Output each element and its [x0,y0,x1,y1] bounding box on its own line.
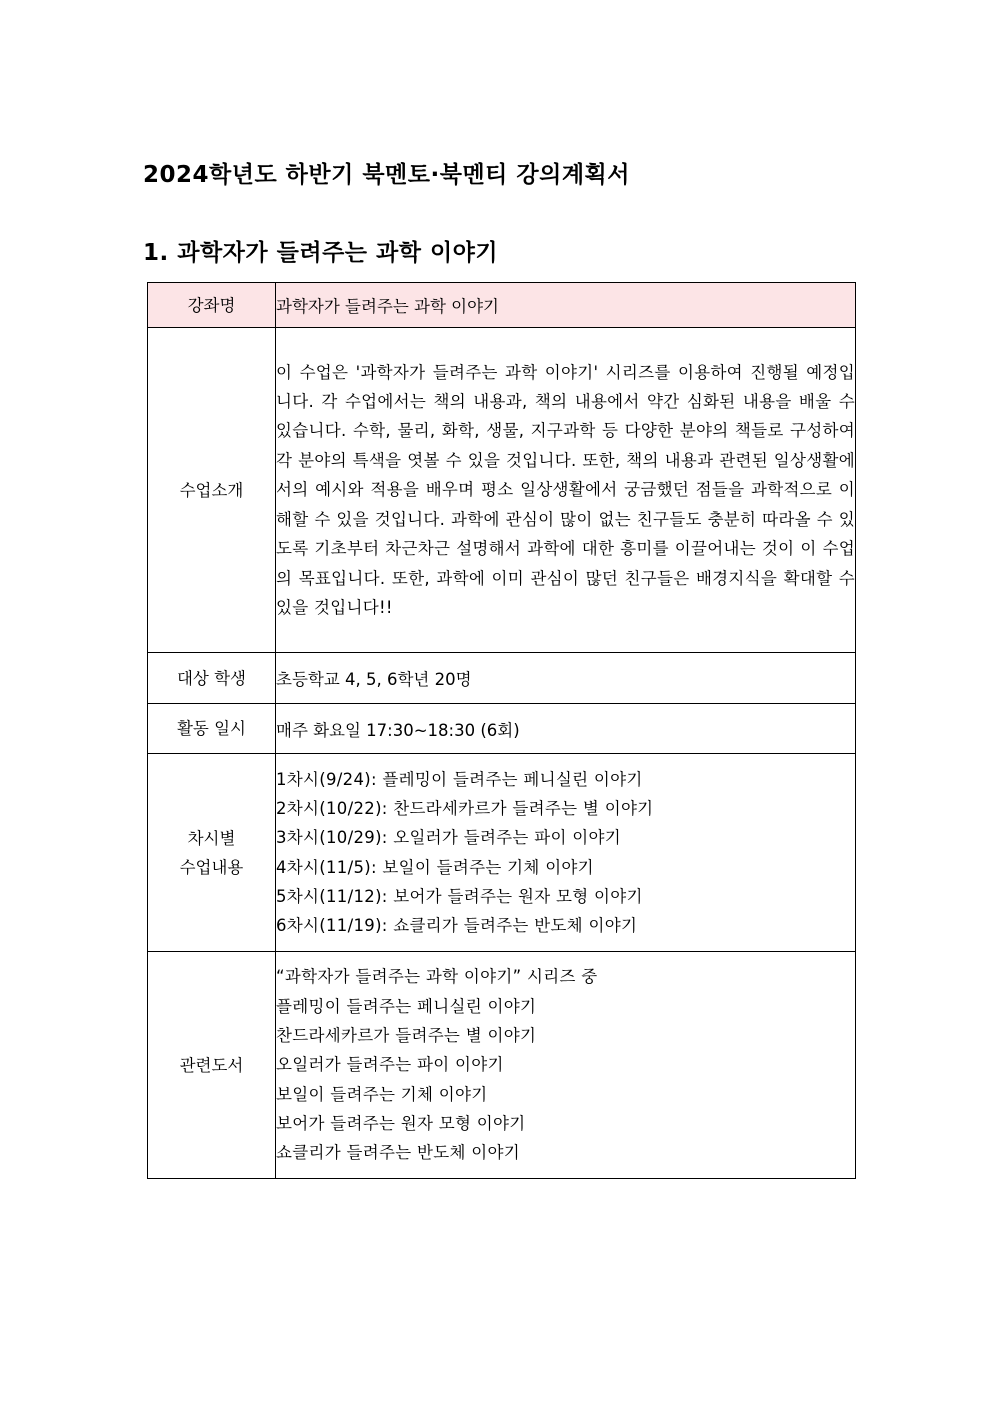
book-item: 보일이 들려주는 기체 이야기 [276,1084,488,1104]
session-item: 1차시(9/24): 플레밍이 들려주는 페니실린 이야기 [276,769,643,789]
course-label: 강좌명 [148,283,276,328]
book-item: 오일러가 들려주는 파이 이야기 [276,1055,504,1075]
intro-text: 이 수업은 '과학자가 들려주는 과학 이야기' 시리즈를 이용하여 진행될 예정입니다. 각 수업에서는 책의 내용과, 책의 내용에서 약간 심화된 내용을 배울 수 있습니다. 수학, 물리, 화학, 생물, 지구과학 등 다양한 분야의 책들로 구성하여 각 분야의 특색을 엿볼 수 있을 것입니다. 또한, 책의 내용과 관련된 일상생활에서의 예시와 적용을 배우며 평소 일상생활에서 궁금했던 점들을 과학적으로 이해할 수 있을 것입니다. 과학에 관심이 많이 없는 친구들도 충분히 따라올 수 있도록 기초부터 차근차근 설명해서 과학에 대한 흥미를 이끌어내는 것이 이 수업의 목표입니다. 또한, 과학에 이미 관심이 많던 친구들은 배경지식을 확대할 수 있을 것입니다!! [276,362,855,617]
schedule-label: 활동 일시 [148,704,276,754]
target-label: 대상 학생 [148,653,276,704]
session-item: 5차시(11/12): 보어가 들려주는 원자 모형 이야기 [276,886,643,906]
document-title: 2024학년도 하반기 북멘토·북멘티 강의계획서 [143,162,630,188]
book-item: 플레밍이 들려주는 페니실린 이야기 [276,996,537,1016]
course-value: 과학자가 들려주는 과학 이야기 [276,283,856,328]
books-list [276,952,856,1179]
target-value: 초등학교 4, 5, 6학년 20명 [276,653,856,704]
schedule-row [148,704,856,754]
section-title: 1. 과학자가 들려주는 과학 이야기 [143,240,499,266]
intro-label: 수업소개 [148,328,276,653]
sessions-label-line2: 수업내용 [179,857,244,877]
sessions-list [276,754,856,952]
books-label: 관련도서 [148,952,276,1179]
sessions-label-line1: 차시별 [187,828,236,848]
intro-cell [276,328,856,653]
session-item: 3차시(10/29): 오일러가 들려주는 파이 이야기 [276,828,621,848]
book-item: 쇼클리가 들려주는 반도체 이야기 [276,1143,520,1163]
sessions-label [148,754,276,952]
session-item: 4차시(11/5): 보일이 들려주는 기체 이야기 [276,857,594,877]
book-item: 찬드라세카르가 들려주는 별 이야기 [276,1026,537,1046]
sessions-row [148,754,856,952]
book-item: 보어가 들려주는 원자 모형 이야기 [276,1113,526,1133]
session-item: 2차시(10/22): 찬드라세카르가 들려주는 별 이야기 [276,798,654,818]
intro-row [148,328,856,653]
schedule-value: 매주 화요일 17:30~18:30 (6회) [276,704,856,754]
target-row [148,653,856,704]
lecture-plan-table [147,282,856,1179]
session-item: 6차시(11/19): 쇼클리가 들려주는 반도체 이야기 [276,916,638,936]
books-row [148,952,856,1179]
book-item: “과학자가 들려주는 과학 이야기” 시리즈 중 [276,967,598,987]
course-row [148,283,856,328]
